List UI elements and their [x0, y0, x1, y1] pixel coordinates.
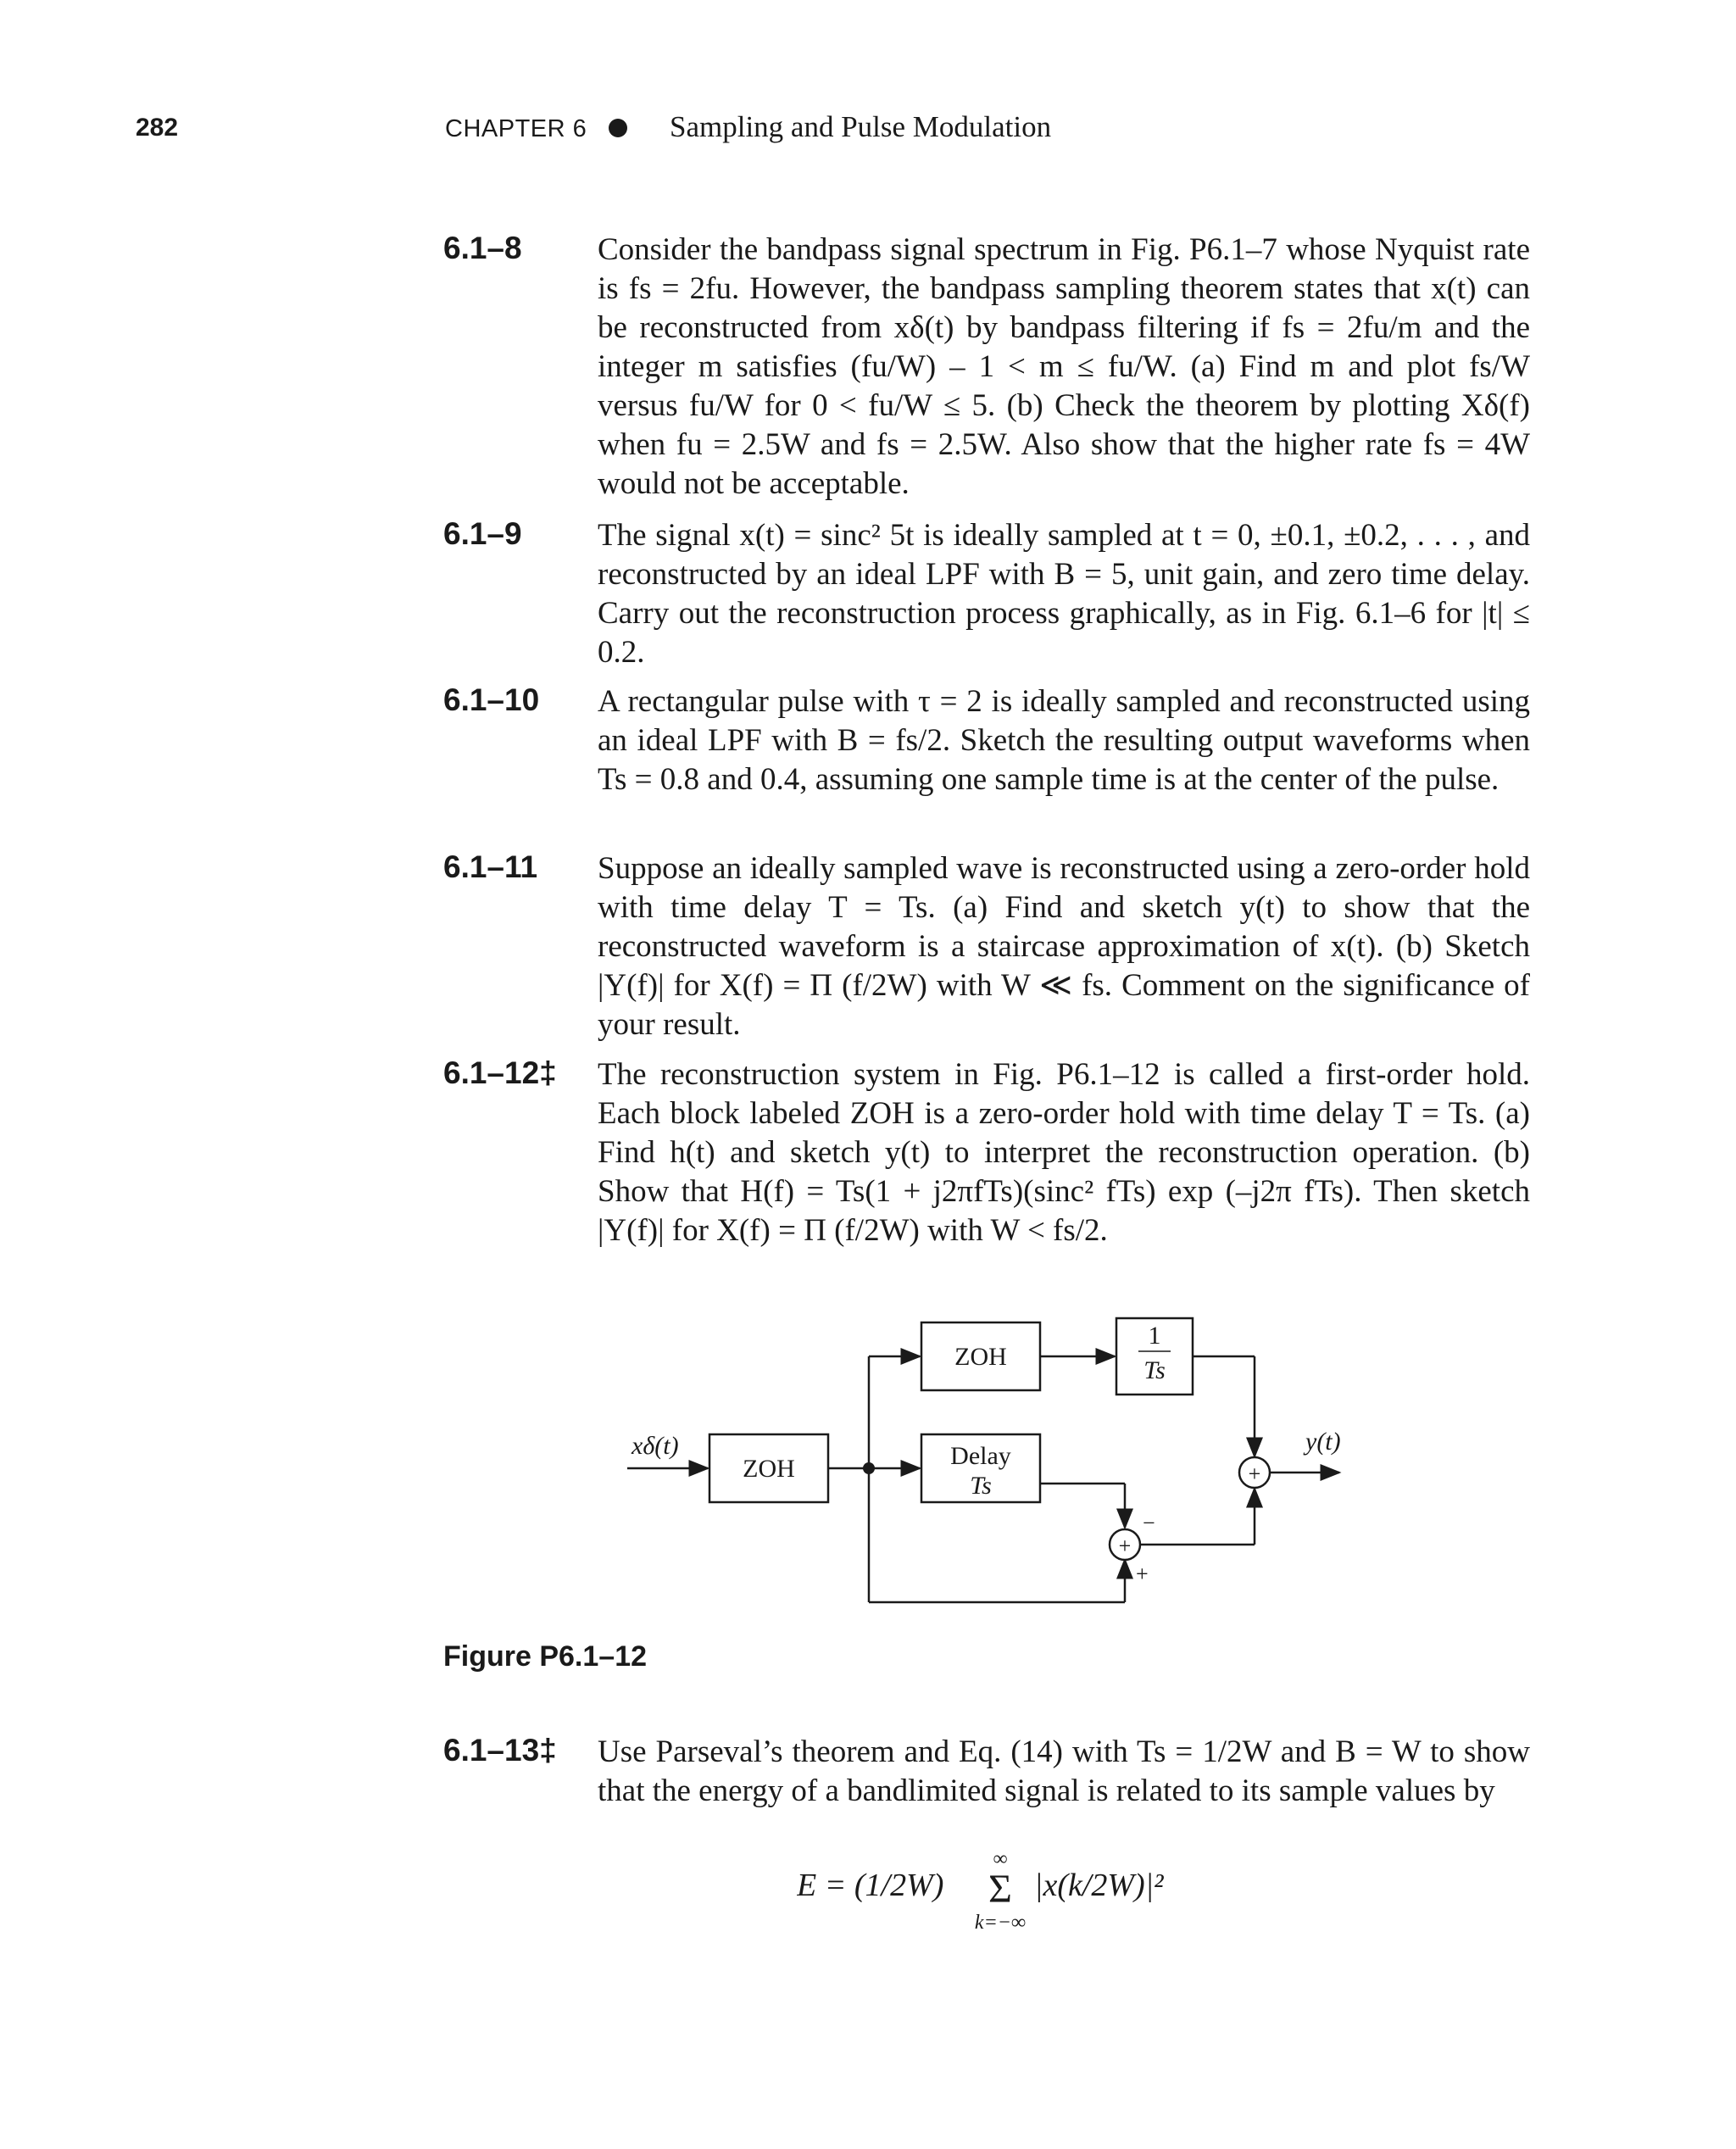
equation-term: |x(k/2W)|² — [1034, 1868, 1164, 1903]
energy-equation — [797, 1848, 1271, 1933]
problem-number: 6.1–9 — [443, 516, 522, 551]
lower-summer-symbol: + — [1118, 1534, 1132, 1558]
problem-number: 6.1–10 — [443, 682, 540, 717]
problem-text: Suppose an ideally sampled wave is reconstructed using a zero-order hold with time delay T = Ts. (a) Find and sketch y(t) to show that the reconstructed waveform is a staircase approximation of x(t). (b) Sketch |Y(f)| for X(f) = Π (f/2W) with W ≪ fs. Comment on the significance of your result. — [598, 851, 1530, 1042]
problem-text: The reconstruction system in Fig. P6.1–12 is called a first-order hold. Each block labeled ZOH is a zero-order hold with time delay T = Ts. (a) Find h(t) and sketch y(t) to interpret the reconstruction operation. (b) Show that H(f) = Ts(1 + j2πfTs)(sinc² fTs) exp (–j2π fTs). Then sketch |Y(f)| for X(f) = Π (f/2W) with W < fs/2. — [598, 1057, 1530, 1248]
delay-block-sublabel: Ts — [970, 1472, 992, 1500]
summer-plus-sign: + — [1136, 1562, 1149, 1586]
delay-block-label: Delay — [950, 1442, 1011, 1470]
first-order-hold-diagram — [593, 1297, 1356, 1619]
energy-equation-svg — [797, 1848, 1271, 1933]
sum-symbol: Σ — [988, 1867, 1012, 1912]
problem-number: 6.1–8 — [443, 231, 522, 265]
zoh-upper-block-label: ZOH — [954, 1343, 1007, 1371]
problem-text: Use Parseval’s theorem and Eq. (14) with Ts = 1/2W and B = W to show that the energy of a bandlimited signal is related to its sample values by — [598, 1734, 1530, 1808]
gain-block-numerator: 1 — [1148, 1322, 1161, 1350]
page-number: 282 — [136, 114, 179, 142]
problem-text: Consider the bandpass signal spectrum in Fig. P6.1–7 whose Nyquist rate is fs = 2fu. However, the bandpass sampling theorem states that x(t) can be reconstructed from xδ(t) by bandpass filtering if fs = 2fu/m and the integer m satisfies (fu/W) – 1 < m ≤ fu/W. (a) Find m and plot fs/W versus fu/W for 0 < fu/W ≤ 5. (b) Check the theorem by plotting Xδ(f) when fu = 2.5W and fs = 2.5W. Also show that the higher rate fs = 4W would not be acceptable. — [598, 232, 1530, 501]
problem-number: 6.1–12‡ — [443, 1055, 557, 1090]
input-label: xδ(t) — [632, 1432, 679, 1460]
header-bullet-icon — [609, 119, 627, 137]
problem-text: The signal x(t) = sinc² 5t is ideally sampled at t = 0, ±0.1, ±0.2, . . . , and reconstructed by an ideal LPF with B = 5, unit gain, and zero time delay. Carry out the reconstruction process graphically, as in Fig. 6.1–6 for |t| ≤ 0.2. — [598, 518, 1530, 670]
chapter-label: CHAPTER 6 — [445, 115, 587, 142]
chapter-title: Sampling and Pulse Modulation — [670, 110, 1052, 143]
problem-number: 6.1–13‡ — [443, 1733, 557, 1768]
output-summer-symbol: + — [1248, 1461, 1261, 1486]
sum-upper-limit: ∞ — [993, 1848, 1008, 1870]
gain-block-denominator: Ts — [1143, 1356, 1166, 1384]
summer-minus-sign: − — [1143, 1511, 1155, 1535]
sum-lower-limit: k=−∞ — [974, 1912, 1027, 1933]
problem-text: A rectangular pulse with τ = 2 is ideally sampled and reconstructed using an ideal LPF with B = fs/2. Sketch the resulting output waveforms when Ts = 0.8 and 0.4, assuming one sample time is at the center of the pulse. — [598, 684, 1530, 797]
output-label: y(t) — [1305, 1428, 1341, 1456]
equation-lhs: E = (1/2W) — [797, 1868, 944, 1903]
figure-caption: Figure P6.1–12 — [443, 1640, 648, 1673]
block-diagram-figure — [593, 1297, 1356, 1619]
zoh-input-block-label: ZOH — [743, 1455, 795, 1483]
problem-number: 6.1–11 — [443, 849, 538, 884]
